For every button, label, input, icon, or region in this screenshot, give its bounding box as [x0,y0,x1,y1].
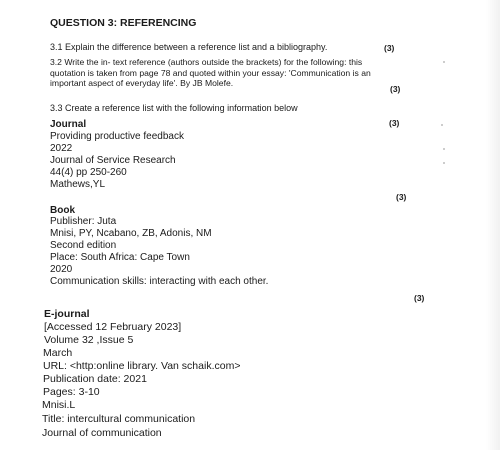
scan-speck [443,162,445,164]
question-3-3-text: 3.3 Create a reference list with the following information below [50,103,298,113]
ejournal-line: Pages: 3-10 [43,386,100,398]
ejournal-line: Title: intercultural communication [42,413,196,425]
book-line: Mnisi, PY, Ncabano, ZB, Adonis, NM [50,228,212,239]
journal-line: Providing productive feedback [50,131,184,142]
journal-line: 2022 [50,143,73,154]
question-3-2-marks: (3) [390,84,401,94]
ejournal-line: March [43,347,73,359]
book-line: Communication skills: interacting with each other. [50,276,269,287]
ejournal-line: URL: <http:online library. Van schaik.com> [43,360,241,372]
journal-line: Journal of Service Research [50,155,176,166]
scan-speck [441,124,443,126]
question-3-2-line: 3.2 Write the in- text reference (authors outside the brackets) for the following: this [50,57,363,67]
ejournal-line: Journal of communication [42,427,162,439]
scan-speck [443,61,445,63]
ejournal-line: [Accessed 12 February 2023] [44,321,182,333]
question-3-1-marks: (3) [384,43,395,53]
page-edge-shadow [486,0,500,450]
journal-heading: Journal [50,119,87,130]
book-line: Place: South Africa: Cape Town [50,252,190,263]
ejournal-marks: (3) [414,293,425,303]
ejournal-heading: E-journal [44,308,90,320]
ejournal-line: Publication date: 2021 [43,373,147,385]
book-marks: (3) [396,192,407,202]
question-3-2-line: important aspect of everyday life'. By JB Molefe. [50,78,234,89]
question-3-2-text [50,57,420,89]
question-title: QUESTION 3: REFERENCING [50,17,197,29]
journal-line: Mathews,YL [50,179,106,190]
book-line: Publisher: Juta [50,216,117,227]
book-heading: Book [50,205,75,216]
book-line: 2020 [50,264,73,275]
scan-speck [443,148,445,150]
question-3-1-text: 3.1 Explain the difference between a reference list and a bibliography. [50,42,328,52]
ejournal-line: Volume 32 ,Issue 5 [44,334,134,346]
book-line: Second edition [50,240,117,251]
journal-line: 44(4) pp 250-260 [50,167,127,178]
ejournal-line: Mnisi.L [42,399,76,411]
question-3-2-line: quotation is taken from page 78 and quoted within your essay: 'Communication is an [50,67,371,78]
journal-marks: (3) [389,118,400,128]
